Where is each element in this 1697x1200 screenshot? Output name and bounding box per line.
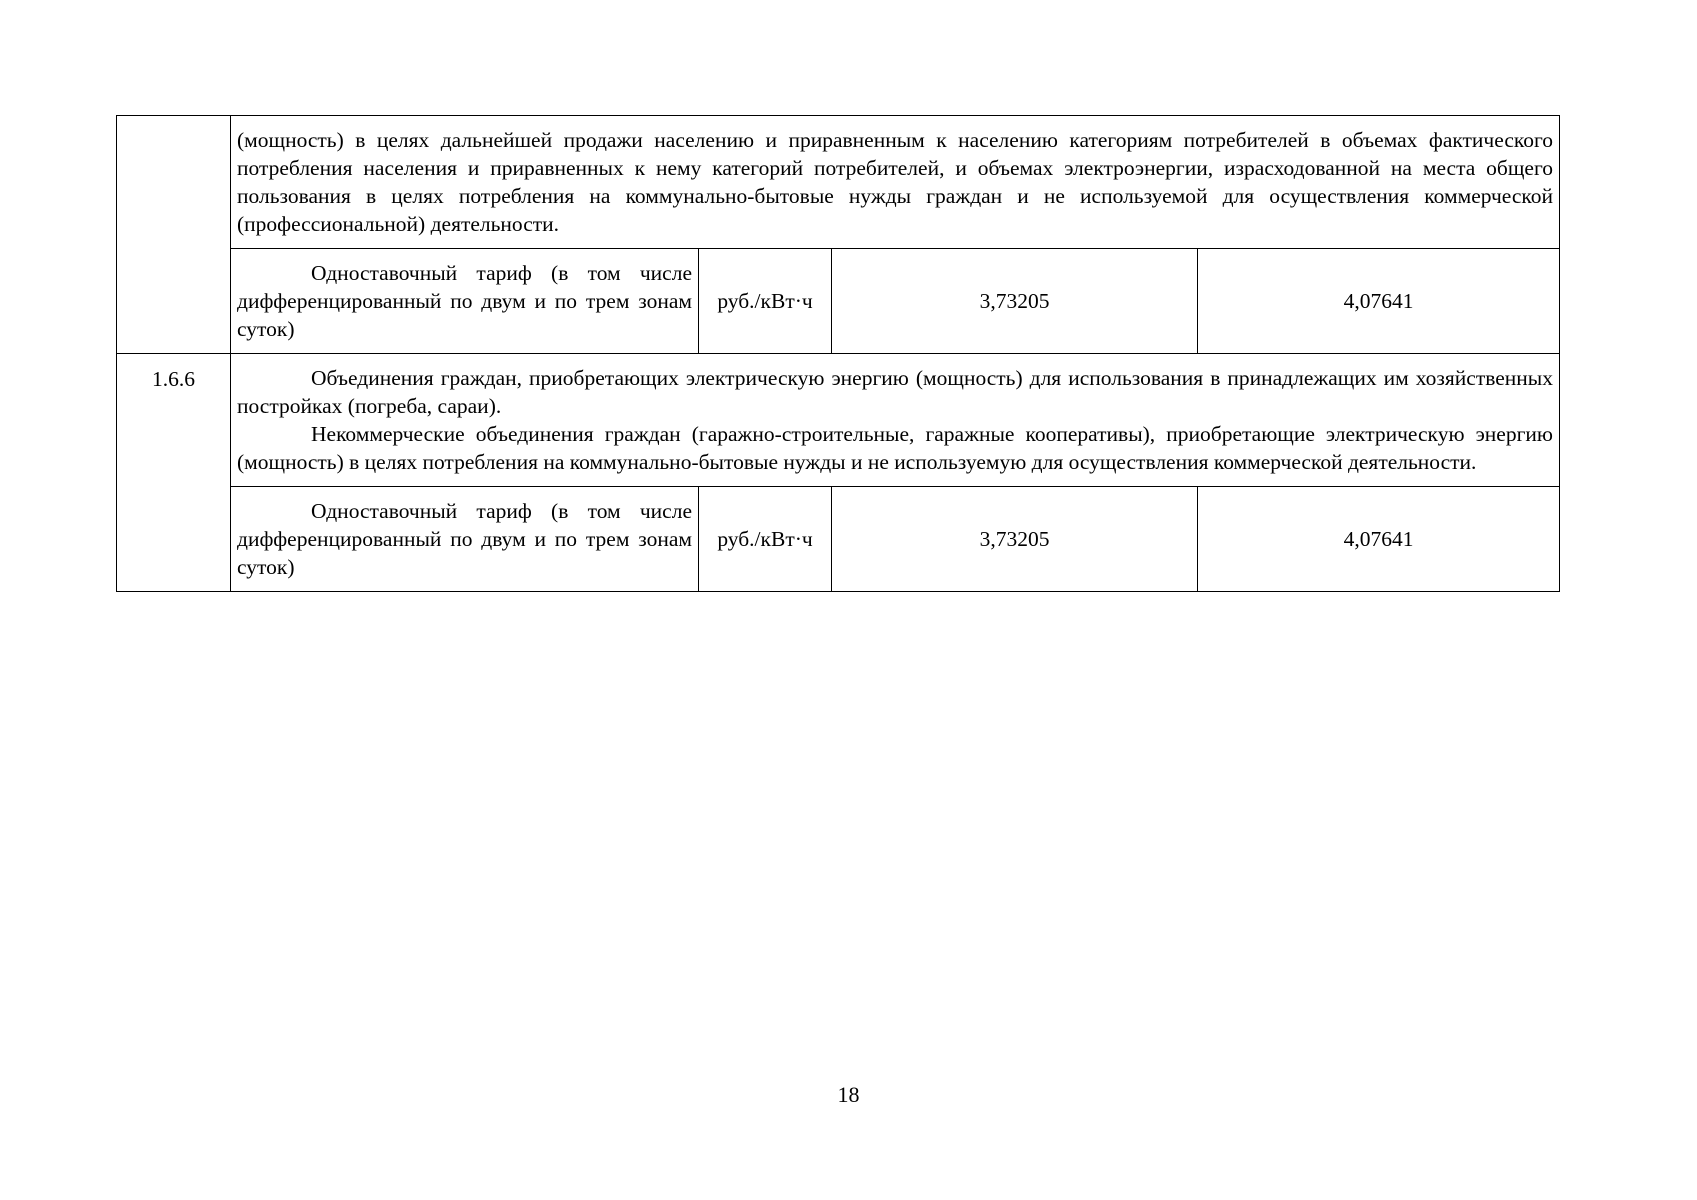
category-description-cell	[231, 116, 1560, 249]
tariff-unit-cell: руб./кВт·ч	[699, 249, 832, 354]
category-description-cell	[231, 354, 1560, 487]
tariff-value-second-half: 4,07641	[1198, 249, 1560, 354]
tariff-unit-cell: руб./кВт·ч	[699, 487, 832, 592]
tariff-value-first-half: 3,73205	[832, 487, 1198, 592]
tariff-name-cell	[231, 487, 699, 592]
tariff-name-text: Одноставочный тариф (в том числе дифференцированный по двум и по трем зонам суток)	[237, 261, 692, 341]
row-number-cell: 1.6.6	[117, 354, 231, 592]
table-row	[117, 487, 1560, 592]
row-number-cell	[117, 116, 231, 354]
tariff-name-cell	[231, 249, 699, 354]
tariff-table	[116, 115, 1560, 592]
tariff-name-text: Одноставочный тариф (в том числе дифференцированный по двум и по трем зонам суток)	[237, 499, 692, 579]
category-description-paragraph: Объединения граждан, приобретающих электрическую энергию (мощность) для использования в принадлежащих им хозяйственных постройках (погреба, сараи).	[237, 366, 1553, 418]
tariff-value-first-half: 3,73205	[832, 249, 1198, 354]
table-row	[117, 116, 1560, 249]
page-number: 18	[837, 1082, 860, 1107]
tariff-value-second-half: 4,07641	[1198, 487, 1560, 592]
table-row	[117, 354, 1560, 487]
category-description-paragraph: (мощность) в целях дальнейшей продажи населению и приравненным к населению категориям потребителей в объемах фактического потребления населения и приравненных к нему категорий потребителей, и объемах электроэнергии, израсходованной на места общего пользования в целях потребления на коммунально-бытовые нужды граждан и не используемой для осуществления коммерческой (профессиональной) деятельности.	[237, 128, 1553, 236]
table-row	[117, 249, 1560, 354]
category-description-paragraph: Некоммерческие объединения граждан (гаражно-строительные, гаражные кооперативы), приобретающие электрическую энергию (мощность) в целях потребления на коммунально-бытовые нужды и не используемую для осуществления коммерческой деятельности.	[237, 422, 1553, 474]
